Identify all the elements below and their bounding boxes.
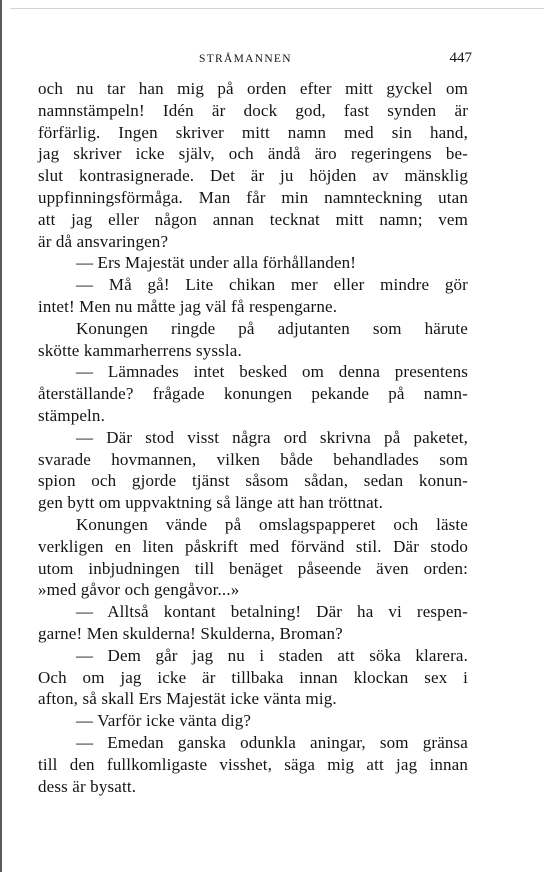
page-number: 447 (449, 50, 472, 66)
text-line: till den fullkomligaste visshet, säga mig att jag innan (38, 754, 468, 774)
text-line: att jag eller någon annan tecknat mitt namn; vem (38, 209, 468, 229)
text-line: och nu tar han mig på orden efter mitt gyckel om (38, 79, 468, 98)
text-line: dess är bysatt. (38, 776, 137, 796)
text-line: — Alltså kontant betalning! Där ha vi respen- (76, 602, 468, 622)
text-line: stämpeln. (38, 405, 105, 425)
text-line: skötte kammarherrens syssla. (38, 340, 242, 360)
text-line: verkligen en liten påskrift med förvänd stil. Där stodo (38, 536, 468, 556)
text-line: garne! Men skulderna! Skulderna, Broman? (38, 623, 343, 643)
text-line: utom inbjudningen till benäget påseende även orden: (38, 558, 468, 578)
text-line: — Dem går jag nu i staden att söka klarera. (76, 645, 468, 665)
text-line: spion och gjorde tjänst såsom sådan, sedan konun- (38, 471, 468, 491)
text-line: slut kontrasignerade. Det är ju höjden av mänsklig (38, 166, 468, 186)
text-line: svarade hovmannen, vilken både behandlades som (38, 449, 468, 469)
text-line: — Varför icke vänta dig? (76, 711, 252, 731)
text-line: Och om jag icke är tillbaka innan klockan sex i (38, 667, 468, 687)
text-line: Konungen ringde på adjutanten som härute (76, 318, 468, 338)
running-head (0, 50, 544, 70)
text-line: — Ers Majestät under alla förhållanden! (76, 253, 357, 273)
text-line: — Emedan ganska odunkla aningar, som gränsa (76, 732, 468, 752)
text-line: »med gåvor och gengåvor...» (38, 580, 240, 600)
text-line: uppfinningsförmåga. Man får min namnteckning utan (38, 187, 468, 207)
page-edge (0, 0, 2, 872)
text-line: — Må gå! Lite chikan mer eller mindre gör (76, 275, 468, 295)
text-line: jag skriver icke själv, och ändå äro regeringens be- (38, 144, 468, 164)
text-line: — Där stod visst några ord skrivna på paketet, (76, 427, 468, 447)
text-line: — Lämnades intet besked om denna presentens (76, 362, 468, 382)
text-line: är då ansvaringen? (38, 231, 169, 251)
body-text (38, 78, 468, 797)
text-line: återställande? frågade konungen pekande på namn- (38, 384, 468, 404)
text-line: namnstämpeln! Idén är dock god, fast synden är (38, 100, 468, 120)
text-line: förfärlig. Ingen skriver mitt namn med sin hand, (38, 122, 468, 142)
text-line: intet! Men nu måtte jag väl få respengarne. (38, 296, 338, 316)
top-rule (10, 8, 544, 9)
text-line: Konungen vände på omslagspapperet och läste (76, 514, 468, 534)
text-line: afton, så skall Ers Majestät icke vänta mig. (38, 689, 337, 709)
text-line: gen bytt om uppvaktning så länge att han tröttnat. (38, 493, 384, 513)
running-title: STRÅMANNEN (199, 53, 292, 65)
